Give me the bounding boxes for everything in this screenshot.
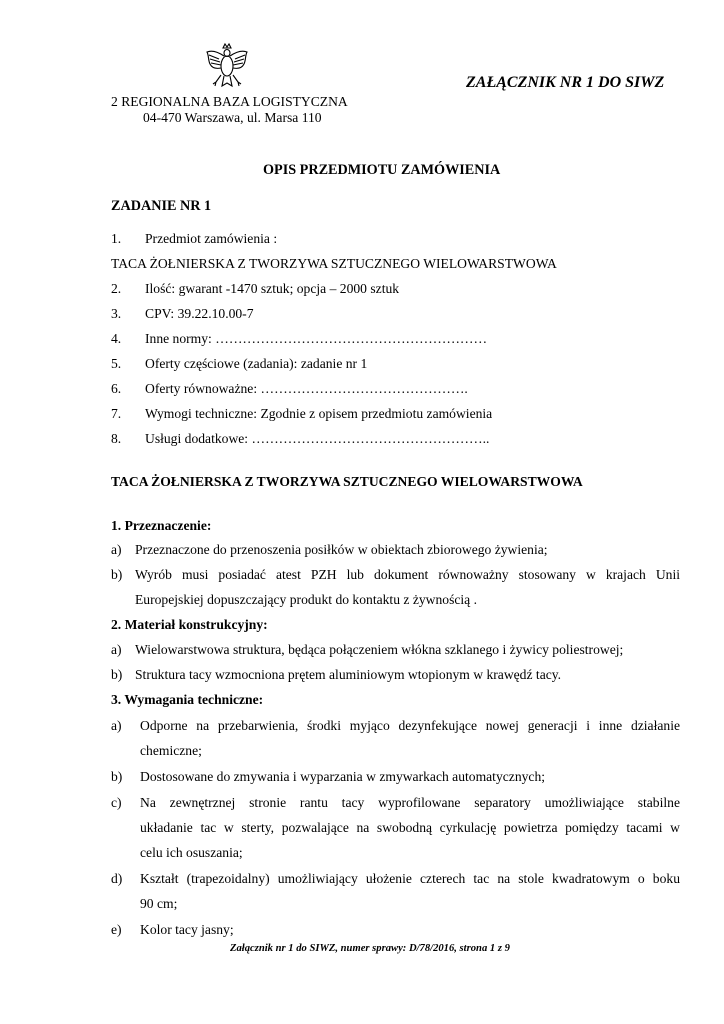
item-number: 2. [111, 281, 122, 296]
organization-name: 2 REGIONALNA BAZA LOGISTYCZNA [111, 94, 348, 109]
item-number: 4. [111, 331, 122, 346]
list-item: Kształt (trapezoidalny) umożliwiający ułożenie czterech tac na stole kwadratowym o boku [140, 871, 680, 886]
list-item: Wyrób musi posiadać atest PZH lub dokument równoważny stosowany w krajach Unii [135, 567, 680, 582]
item-text: Wymogi techniczne: Zgodnie z opisem przedmiotu zamówienia [145, 406, 493, 421]
eagle-emblem-icon [204, 42, 250, 90]
list-item-continuation: celu ich osuszania; [140, 845, 243, 860]
list-label: d) [111, 871, 123, 886]
item-number: 7. [111, 406, 122, 421]
item-text: Usługi dodatkowe: …………………………………………….. [145, 431, 490, 446]
item-number: 6. [111, 381, 122, 396]
list-item-continuation: chemiczne; [140, 743, 202, 758]
product-title: TACA ŻOŁNIERSKA Z TWORZYWA SZTUCZNEGO WIELOWARSTWOWA [111, 474, 583, 489]
list-item-continuation: układanie tac w sterty, pozwalające na swobodną cyrkulację powietrza pomiędzy tacami w [140, 820, 680, 835]
item-text: Oferty równoważne: ………………………………………. [145, 381, 468, 396]
list-label: a) [111, 642, 122, 657]
list-item: Dostosowane do zmywania i wyparzania w zmywarkach automatycznych; [140, 769, 546, 784]
list-item: Na zewnętrznej stronie rantu tacy wyprofilowane separatory umożliwiające stabilne [140, 795, 680, 810]
item-number: 1. [111, 231, 122, 246]
list-label: a) [111, 542, 122, 557]
list-label: b) [111, 667, 123, 682]
item-text: TACA ŻOŁNIERSKA Z TWORZYWA SZTUCZNEGO WIELOWARSTWOWA [111, 256, 557, 271]
list-item: Struktura tacy wzmocniona prętem aluminiowym wtopionym w krawędź tacy. [135, 667, 562, 682]
list-item-continuation: Europejskiej dopuszczający produkt do kontaktu z żywnością . [135, 592, 478, 607]
item-text: CPV: 39.22.10.00-7 [145, 306, 254, 321]
list-item: Wielowarstwowa struktura, będąca połączeniem włókna szklanego i żywicy poliestrowej; [135, 642, 624, 657]
page-footer: Załącznik nr 1 do SIWZ, numer sprawy: D/78/2016, strona 1 z 9 [230, 943, 510, 954]
organization-address: 04-470 Warszawa, ul. Marsa 110 [143, 110, 322, 125]
list-item-continuation: 90 cm; [140, 896, 178, 911]
list-item: Odporne na przebarwienia, środki myjąco dezynfekujące nowej generacji i inne działanie [140, 718, 680, 733]
item-text: Inne normy: …………………………………………………… [145, 331, 488, 346]
list-label: b) [111, 769, 123, 784]
item-number: 3. [111, 306, 122, 321]
document-title: OPIS PRZEDMIOTU ZAMÓWIENIA [263, 162, 501, 178]
section-heading: 3. Wymagania techniczne: [111, 692, 264, 707]
list-item: Kolor tacy jasny; [140, 922, 234, 937]
item-text: Przedmiot zamówienia : [145, 231, 278, 246]
list-label: e) [111, 922, 122, 937]
item-number: 5. [111, 356, 122, 371]
annex-title: ZAŁĄCZNIK NR 1 DO SIWZ [466, 74, 665, 91]
item-text: Oferty częściowe (zadania): zadanie nr 1 [145, 356, 368, 371]
section-heading: 1. Przeznaczenie: [111, 518, 212, 533]
item-text: Ilość: gwarant -1470 sztuk; opcja – 2000 sztuk [145, 281, 400, 296]
item-number: 8. [111, 431, 122, 446]
list-label: a) [111, 718, 122, 733]
section-heading: 2. Materiał konstrukcyjny: [111, 617, 268, 632]
list-item: Przeznaczone do przenoszenia posiłków w obiektach zbiorowego żywienia; [135, 542, 548, 557]
list-label: b) [111, 567, 123, 582]
list-label: c) [111, 795, 122, 810]
task-title: ZADANIE NR 1 [111, 198, 212, 214]
